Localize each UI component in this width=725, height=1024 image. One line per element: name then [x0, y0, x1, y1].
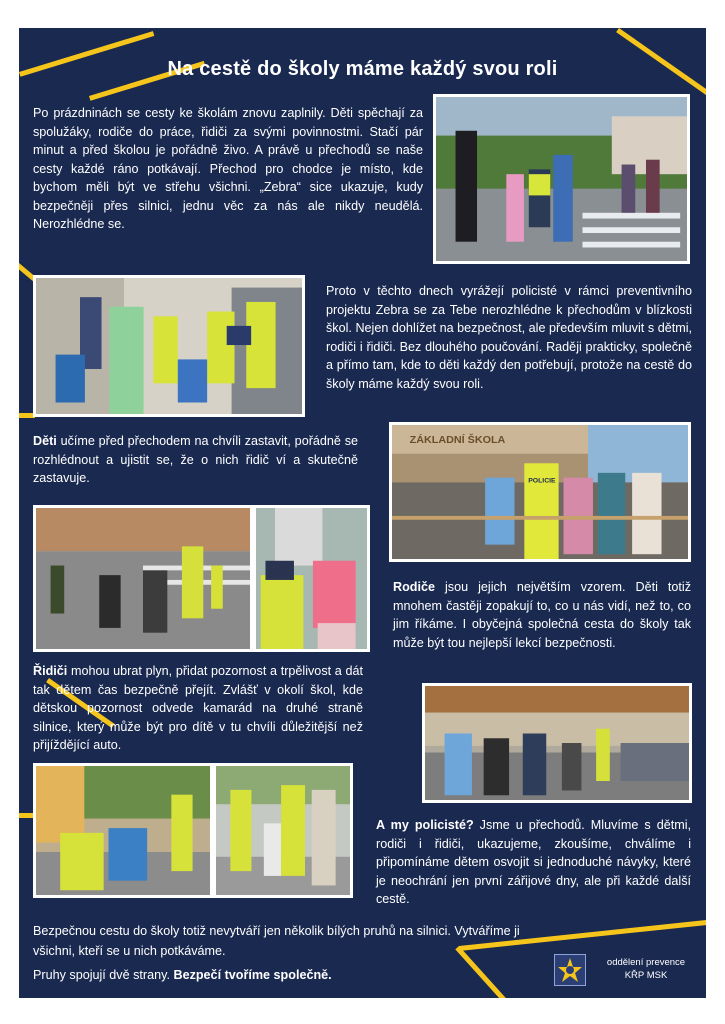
- photo-police-at-school: [33, 275, 305, 417]
- photo-crossing-police: [433, 94, 690, 264]
- photo-policeman-kneeling: [33, 763, 213, 898]
- photo-school-entrance: [389, 422, 691, 562]
- drivers-paragraph: [33, 662, 363, 755]
- parents-lead: Rodiče: [393, 580, 435, 594]
- photo-police-child-mother: [213, 763, 353, 898]
- photo-crowd-crossing: [422, 683, 692, 803]
- poster: [19, 28, 706, 998]
- closing-slogan-plain: Pruhy spojují dvě strany.: [33, 968, 174, 982]
- photo-policewoman-girl: [253, 505, 370, 652]
- department-label: [591, 956, 701, 982]
- photo-children-crossing: [33, 505, 253, 652]
- children-text: učíme před přechodem na chvíli zastavit, pořádně se rozhlédnout a ujistit se, že o nich řidič ví a skutečně zastavuje.: [33, 434, 358, 485]
- closing-slogan-bold: Bezpečí tvoříme společně.: [173, 968, 332, 982]
- intro-paragraph: Po prázdninách se cesty ke školám znovu zaplnily. Děti spěchají za spolužáky, rodiče do práce, řidiči za svými povinnostmi. Stačí pár minut a před školou je pořádně živo. A právě u přechodů se naše cesty každé ráno potkávají. Přechod pro chodce je místo, kde bychom měli být ve střehu všichni. „Zebra“ sice ukazuje, kudy bezpečněji přes silnici, jednu věc za nás ale nikdy neudělá. Nerozhlédne se.: [33, 106, 423, 231]
- department-line2: KŘP MSK: [624, 970, 668, 981]
- police-vest-label: POLICIE: [528, 477, 556, 485]
- children-lead: Děti: [33, 434, 57, 448]
- police-text: Jsme u přechodů. Mluvíme s dětmi, rodiči i řidiči, ukazujeme, zkoušíme, chválíme i připomínáme dětem osvojit si jednoduché návyky, které je neochrání jen první zářijové dny, ale při každé další cestě.: [376, 818, 691, 906]
- children-paragraph: [33, 432, 358, 488]
- project-paragraph: Proto v těchto dnech vyrážejí policisté v rámci preventivního projektu Zebra se za Tebe nerozhlédne k přechodům v blízkosti škol. Nejen dohlížet na bezpečnost, ale především mluvit s dětmi, rodiči i řidiči. Bez dlouhého poučování. Raději prakticky, společně a přímo tam, kde to děti každý den potřebují, protože na cestě do školy máme každý svou roli.: [326, 284, 692, 391]
- drivers-lead: Řidiči: [33, 664, 68, 678]
- school-sign: ZÁKLADNÍ ŠKOLA: [409, 434, 506, 447]
- department-line1: oddělení prevence: [606, 957, 686, 968]
- police-logo: [554, 954, 586, 986]
- parents-paragraph: [393, 578, 691, 652]
- drivers-text: mohou ubrat plyn, přidat pozornost a trpělivost a dát tak dětem čas bezpečně přejít. Zvlášť v okolí škol, kde dětskou pozornost odvede kamarád na druhé straně silnice, který může být pro dítě v tu chvíli důležitější než přijíždějící auto.: [33, 664, 363, 752]
- parents-text: jsou jejich největším vzorem. Děti totiž mnohem častěji zopakují to, co u nás vidí, než to, co jim říkáme. I obyčejná společná cesta do školy tak může být tou nejlepší lekcí bezpečnosti.: [393, 580, 691, 650]
- police-lead: A my policisté?: [376, 818, 474, 832]
- closing-slogan: [33, 965, 483, 985]
- police-paragraph: [376, 816, 691, 909]
- closing-paragraph: Bezpečnou cestu do školy totiž nevytváří jen několik bílých pruhů na silnici. Vytváříme ji všichni, kteří se u nich potkáváme.: [33, 924, 520, 958]
- page-title: Na cestě do školy máme každý svou roli: [167, 58, 558, 80]
